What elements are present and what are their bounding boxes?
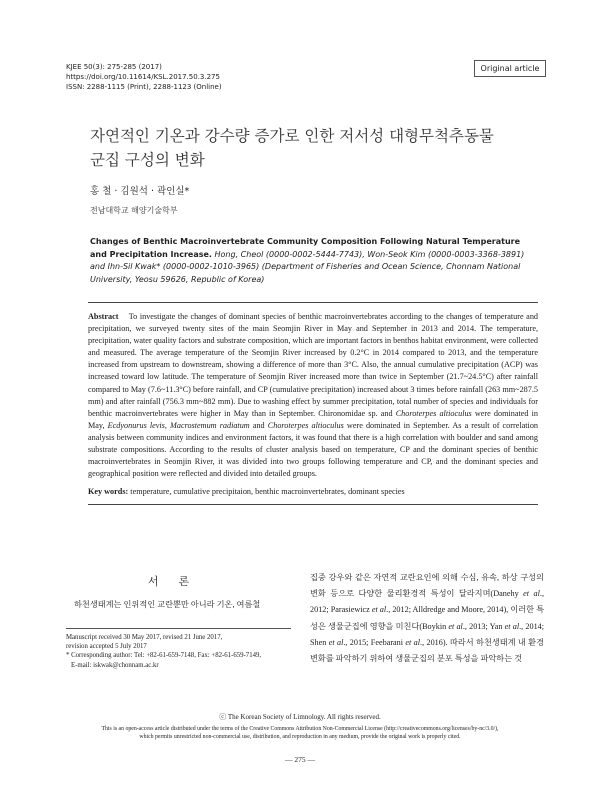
footnote-divider bbox=[66, 628, 291, 629]
license-notice bbox=[60, 725, 540, 741]
et-al: et al bbox=[405, 637, 421, 647]
et-al: et al bbox=[523, 589, 540, 599]
et-al: et al bbox=[448, 621, 463, 631]
body-part: ., 2015; Feebarani bbox=[343, 637, 406, 647]
keywords-label: Key words: bbox=[88, 487, 129, 497]
abstract-part: were dominated in September. As a result of correlation analysis between community indices and environment factors, it was found that there is a high correlation with boulder and sand among substrate compositions. According to the results of cluster analysis based on temperature, CP and the dominant species of benthic macroinvertebrates in Seomjin River, it was divided into two groups following temperature and CP, and the dominant species and geographical position were reflected and divided into detailed groups. bbox=[88, 420, 539, 479]
english-title: Changes of Benthic Macroinvertebrate Community Composition Following Natural Temperature and Precipitation Increase. bbox=[90, 237, 521, 259]
abstract-part: , bbox=[164, 420, 171, 430]
et-al: et al bbox=[328, 637, 344, 647]
korean-title bbox=[90, 124, 540, 172]
abstract-part: were dominated in May, bbox=[88, 408, 538, 430]
footnote-received: Manuscript received 30 May 2017, revised 21 June 2017, bbox=[66, 634, 223, 641]
body-part: ., 2012; Parasiewicz bbox=[310, 589, 545, 615]
species-name: Ecdyonurus levis bbox=[107, 420, 165, 430]
body-part: ., 2014; Shen bbox=[310, 621, 545, 647]
species-name: Choroterpes altioculus bbox=[395, 408, 472, 418]
left-column-text: 하천생태계는 인위적인 교란뿐만 아니라 기온, 여름철 bbox=[74, 600, 261, 609]
keywords-text: temperature, cumulative precipitaion, benthic macroinvertebrates, dominant species bbox=[128, 487, 405, 497]
korean-authors: 홍 철 · 김원석 · 곽인실* bbox=[90, 186, 190, 197]
footnote-email[interactable]: E-mail: iskwak@chonnam.ac.kr bbox=[71, 661, 159, 669]
body-part: ., 2013; Yan bbox=[462, 621, 505, 631]
body-part: 집중 강우와 같은 자연적 교란요인에 의해 수심, 유속, 하상 구성의 변화 등으로 다양한 물리환경적 특성이 달라지며(Danehy bbox=[310, 573, 544, 599]
license-line-1: This is an open-access article distributed under the terms of the Creative Commons Attribution Non-Commercial License (http://creativecommons.org/licenses/by-nc/3.0/), bbox=[101, 726, 499, 732]
english-title-block bbox=[90, 236, 538, 286]
footnote-accepted: revision accepted 5 July 2017 bbox=[66, 643, 147, 651]
journal-issn: ISSN: 2288-1115 (Print), 2288-1123 (Online) bbox=[66, 83, 222, 91]
abstract-part: To investigate the changes of dominant species of benthic macroinvertebrates according to the changes of temperature and precipitation, we surveyed twenty sites of the main Seomjin River in May and September in 2013 and 2014. The temperature, precipitation, water quality factors and substrate composition, which are important factors in benthos habitat environment, were collected and measured. The average temperature of the Seomjin River increased by 0.2°C in 2014 compared to 2013, and the temperature increased from upstream to downstream, showing a difference of more than 3°C. Also, the annual cumulative precipitation (ACP) was increased toward low latitude. The temperature of Seomjin River increased more than twice in September (21.7~24.5°C) after rainfall compared to May (7.6~11.3°C) before rainfall, and CP (cumulative precipitation) increased about 3 times before rainfall (263 mm~287.5 mm) and after rainfall (756.3 mm~882 mm). Due to washing effect by summer precipitation, total number of species and individuals for benthic macroinvertebrates were higher in May than in September. Chironomidae sp. and bbox=[88, 312, 539, 418]
abstract-part: and bbox=[249, 420, 268, 430]
keywords bbox=[88, 486, 538, 498]
english-authors: Hong, Cheol (0000-0002-5444-7743), Won-Seok Kim (0000-0003-3368-3891) and Ihn-Sil Kwak* (0000-0002-1010-3965) (Department of Fisheries and Ocean Science, Chonnam National University, Yeosu 59626, Republic of Korea) bbox=[90, 249, 525, 284]
body-part: ., 2016). 따라서 하천생태계 내 환경 변화를 파악하기 위하여 생물군집의 분포 특성을 파악하는 것 bbox=[310, 637, 544, 664]
korean-title-line-1: 자연적인 기온과 강수량 증가로 인한 저서성 대형무척추동물 bbox=[90, 127, 494, 145]
et-al: et al bbox=[504, 621, 520, 631]
journal-citation: KJEE 50(3): 275-285 (2017) bbox=[66, 63, 162, 71]
abstract-label: Abstract bbox=[88, 312, 119, 321]
korean-affiliation: 전남대학교 해양기술학부 bbox=[90, 206, 178, 215]
copyright-notice: ⓒ The Korean Society of Limnology. All rights reserved. bbox=[219, 713, 381, 721]
license-line-2: which permits unrestricted non-commercial use, distribution, and reproduction in any medium, provide the original work is properly cited. bbox=[139, 734, 461, 740]
article-type-badge: Original article bbox=[474, 60, 546, 77]
abstract-box bbox=[88, 302, 538, 505]
right-column-text bbox=[310, 570, 544, 667]
section-heading-introduction: 서론 bbox=[147, 575, 210, 588]
species-name: Choroterpes altioculus bbox=[267, 420, 344, 430]
page-number: — 275 — bbox=[285, 755, 315, 764]
species-name: Macrostemum radiatum bbox=[170, 420, 250, 430]
korean-title-line-2: 군집 구성의 변화 bbox=[90, 151, 205, 169]
journal-meta bbox=[66, 62, 222, 92]
footnote bbox=[66, 633, 296, 670]
footnote-corresponding: * Corresponding author: Tel: +82-61-659-7148, Fax: +82-61-659-7149, bbox=[66, 652, 262, 660]
body-part: ., 2012; Alldredge and Moore, 2014), 이러한 특성은 생물군집에 영향을 미친다(Boykin bbox=[310, 605, 545, 631]
abstract-text bbox=[88, 311, 538, 480]
et-al: et al bbox=[371, 605, 387, 615]
journal-doi[interactable]: https://doi.org/10.11614/KSL.2017.50.3.275 bbox=[66, 73, 220, 81]
